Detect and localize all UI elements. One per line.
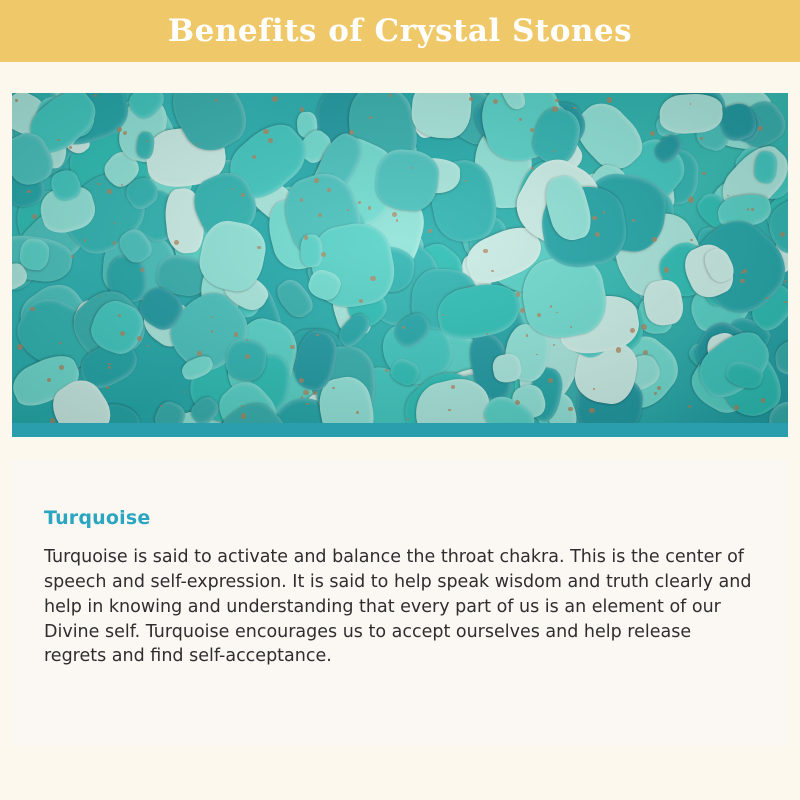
mineral-speck bbox=[69, 146, 72, 149]
mineral-speck bbox=[123, 131, 127, 135]
mineral-speck bbox=[526, 334, 528, 336]
mineral-speck bbox=[650, 131, 655, 136]
mineral-speck bbox=[550, 305, 552, 307]
mineral-speck bbox=[643, 350, 648, 355]
mineral-speck bbox=[548, 378, 553, 383]
mineral-speck bbox=[252, 155, 256, 159]
mineral-speck bbox=[410, 167, 412, 169]
mineral-speck bbox=[389, 94, 392, 97]
mineral-speck bbox=[108, 366, 111, 369]
mineral-speck bbox=[117, 127, 122, 132]
mineral-speck bbox=[257, 246, 261, 250]
turquoise-stones-image bbox=[12, 93, 788, 423]
mineral-speck bbox=[241, 405, 243, 407]
mineral-speck bbox=[332, 387, 334, 389]
mineral-speck bbox=[556, 312, 558, 314]
mineral-speck bbox=[245, 354, 250, 359]
mineral-speck bbox=[146, 140, 148, 142]
mineral-speck bbox=[300, 198, 304, 202]
mineral-speck bbox=[107, 189, 112, 194]
mineral-speck bbox=[486, 333, 488, 335]
mineral-speck bbox=[241, 193, 245, 197]
mineral-speck bbox=[113, 241, 117, 245]
mineral-speck bbox=[654, 392, 657, 395]
page-title: Benefits of Crystal Stones bbox=[167, 12, 633, 49]
mineral-speck bbox=[234, 332, 238, 336]
mineral-speck bbox=[290, 345, 295, 350]
mineral-speck bbox=[160, 405, 162, 407]
mineral-speck bbox=[603, 211, 606, 214]
mineral-speck bbox=[314, 178, 318, 182]
mineral-speck bbox=[469, 97, 473, 101]
mineral-speck bbox=[272, 96, 278, 102]
mineral-speck bbox=[241, 413, 247, 419]
stone-info-card bbox=[12, 459, 788, 746]
mineral-speck bbox=[593, 388, 595, 390]
stone-fragment bbox=[224, 337, 268, 381]
mineral-speck bbox=[451, 385, 455, 389]
mineral-speck bbox=[727, 195, 729, 197]
mineral-speck bbox=[761, 398, 765, 402]
mineral-speck bbox=[630, 328, 635, 333]
mineral-speck bbox=[174, 240, 179, 245]
stone-fragment bbox=[300, 234, 324, 268]
mineral-speck bbox=[313, 391, 317, 395]
mineral-speck bbox=[114, 222, 116, 224]
mineral-speck bbox=[568, 407, 573, 412]
mineral-speck bbox=[483, 249, 488, 254]
mineral-speck bbox=[396, 219, 399, 222]
mineral-speck bbox=[491, 270, 494, 273]
mineral-speck bbox=[652, 237, 657, 242]
stone-fragment bbox=[754, 150, 778, 183]
mineral-speck bbox=[616, 347, 622, 353]
mineral-speck bbox=[402, 326, 405, 329]
mineral-speck bbox=[787, 148, 788, 150]
mineral-speck bbox=[17, 344, 23, 350]
mineral-speck bbox=[347, 209, 349, 211]
mineral-speck bbox=[607, 97, 613, 103]
mineral-speck bbox=[595, 232, 600, 237]
mineral-speck bbox=[94, 94, 97, 97]
mineral-speck bbox=[553, 150, 555, 152]
mineral-speck bbox=[263, 129, 269, 135]
mineral-speck bbox=[784, 301, 786, 303]
mineral-speck bbox=[657, 386, 661, 390]
mineral-speck bbox=[303, 390, 308, 395]
mineral-speck bbox=[27, 190, 30, 193]
mineral-speck bbox=[316, 334, 318, 336]
stone-description-text: Turquoise is said to activate and balance the throat chakra. This is the center of speech and self-expression. It is said to help speak wisdom and truth clearly and help in knowing and understanding that every part of us is an element of our Divine self. Turquoise encourages us to accept ourselves and help release regrets and find self-acceptance. bbox=[44, 547, 752, 667]
mineral-speck bbox=[555, 99, 559, 103]
mineral-speck bbox=[299, 378, 304, 383]
mineral-speck bbox=[359, 299, 363, 303]
mineral-speck bbox=[300, 107, 305, 112]
page-header bbox=[0, 0, 800, 62]
teal-divider-bar bbox=[12, 423, 788, 437]
mineral-speck bbox=[464, 180, 466, 182]
mineral-speck bbox=[59, 365, 64, 370]
mineral-speck bbox=[516, 292, 521, 297]
mineral-speck bbox=[304, 235, 309, 240]
mineral-speck bbox=[232, 188, 234, 190]
mineral-speck bbox=[664, 267, 670, 273]
mineral-speck bbox=[268, 138, 273, 143]
stone-name-heading: Turquoise bbox=[44, 507, 151, 529]
